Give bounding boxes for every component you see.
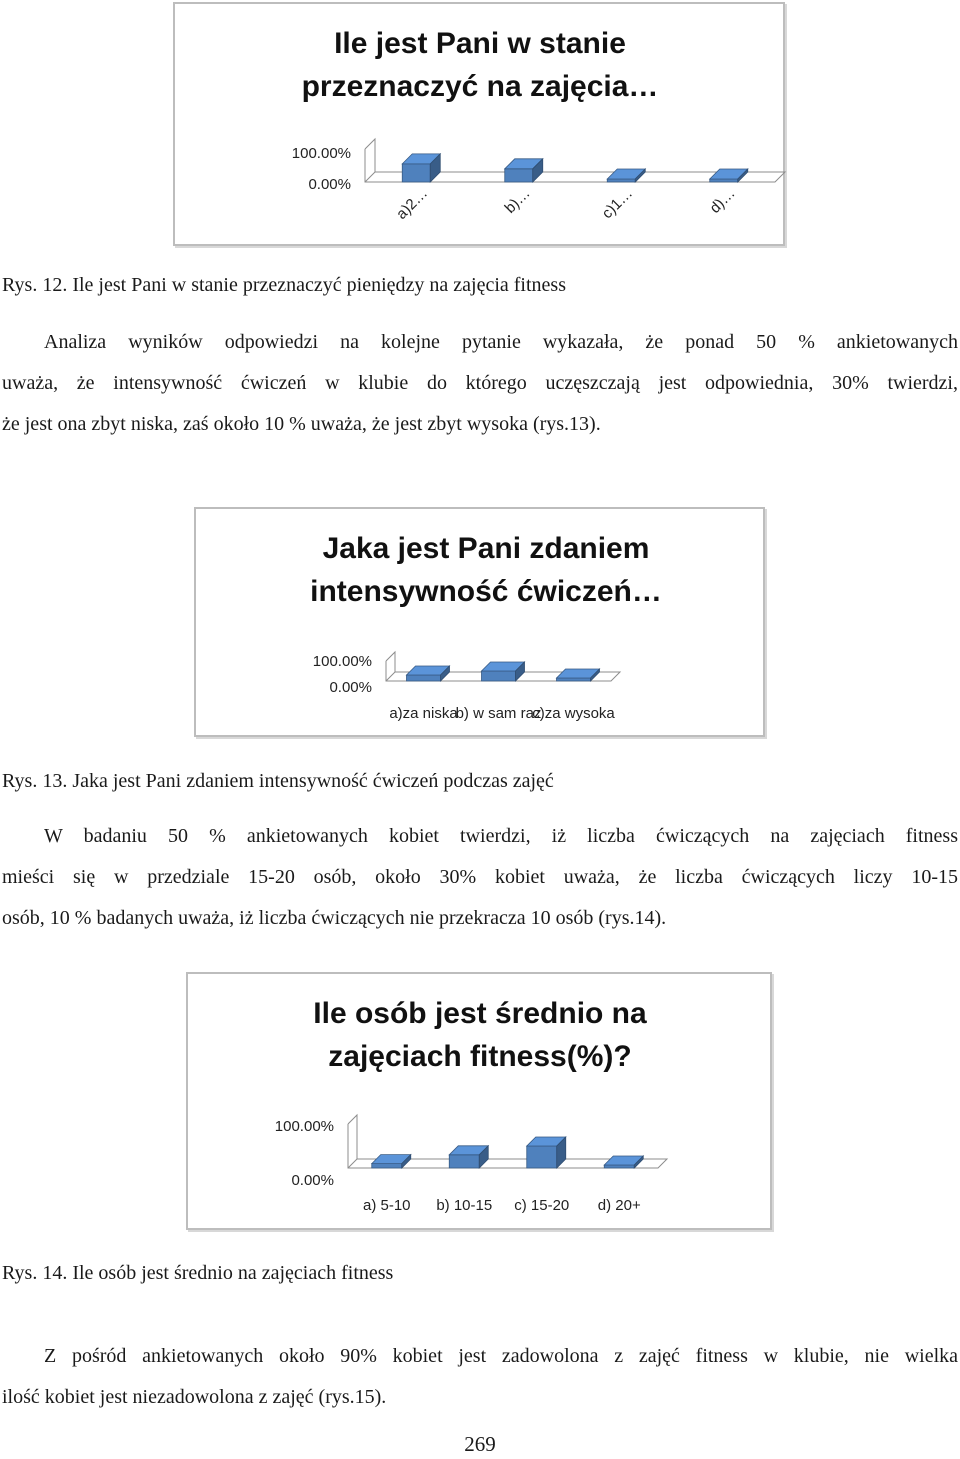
bar-front	[607, 179, 635, 182]
bar	[710, 169, 748, 182]
category-label: a)2…	[393, 184, 432, 223]
figure-caption-12: Rys. 12. Ile jest Pani w stanie przeznaczyć pieniędzy na zajęcia fitness	[2, 274, 566, 296]
paragraph-line: W badaniu 50 % ankietowanych kobiet twierdzi, iż liczba ćwiczących na zajęciach fitness	[44, 825, 958, 847]
bar	[527, 1137, 566, 1168]
bar-front	[505, 169, 533, 182]
paragraph-line: uważa, że intensywność ćwiczeń w klubie do którego uczęszczają jest odpowiednia, 30% twierdzi,	[2, 372, 958, 394]
axis-frame-edge	[386, 672, 395, 681]
category-label: c) 15-20	[514, 1197, 570, 1214]
bar-front	[372, 1164, 402, 1168]
category-label: a) 5-10	[362, 1197, 411, 1214]
chart-budget	[173, 2, 785, 246]
bar	[557, 669, 600, 681]
bar-front	[527, 1146, 557, 1168]
chart-title-line-2: zajęciach fitness(%)?	[328, 1040, 632, 1073]
figure-caption-13: Rys. 13. Jaka jest Pani zdaniem intensywność ćwiczeń podczas zajęć	[2, 770, 554, 792]
bar-front	[449, 1155, 479, 1168]
category-label: b)…	[501, 184, 534, 217]
axis-frame-edge	[365, 172, 375, 182]
chart-title-line-2: przeznaczyć na zajęcia…	[301, 70, 659, 103]
bar	[402, 154, 440, 182]
chart-title-line-2: intensywność ćwiczeń…	[310, 575, 662, 608]
bar	[482, 662, 525, 681]
paragraph-line: Z pośród ankietowanych około 90% kobiet jest zadowolona z zajęć fitness w klubie, nie wielka	[44, 1345, 958, 1367]
paragraph-line: że jest ona zbyt niska, zaś około 10 % uważa, że jest zbyt wysoka (rys.13).	[2, 413, 601, 435]
category-label: c)za wysoka	[532, 705, 615, 722]
chart-title-line-1: Jaka jest Pani zdaniem	[322, 532, 650, 565]
chart-budget-svg	[175, 4, 787, 248]
y-tick-min: 0.00%	[329, 679, 372, 696]
bar	[607, 169, 645, 182]
paragraph-line: mieści się w przedziale 15-20 osób, około 30% kobiet uważa, że liczba ćwiczących liczy 10-15	[2, 866, 958, 888]
paragraph-intensity	[2, 322, 958, 445]
y-tick-max: 100.00%	[312, 653, 372, 670]
figure-caption-14: Rys. 14. Ile osób jest średnio na zajęciach fitness	[2, 1262, 394, 1284]
y-tick-min: 0.00%	[291, 1172, 334, 1189]
chart-group-size	[186, 972, 772, 1230]
axis-frame-edge	[348, 1159, 357, 1168]
chart-intensity-svg	[196, 509, 767, 739]
paragraph-satisfaction	[2, 1336, 958, 1418]
bar	[449, 1146, 488, 1168]
bar-front	[402, 164, 430, 182]
page-number: 269	[464, 1432, 496, 1456]
bar	[505, 159, 543, 182]
bar	[372, 1155, 411, 1168]
paragraph-line: Analiza wyników odpowiedzi na kolejne pytanie wykazała, że ponad 50 % ankietowanych	[44, 331, 958, 353]
y-tick-min: 0.00%	[308, 176, 351, 193]
paragraph-line: osób, 10 % badanych uważa, iż liczba ćwiczących nie przekracza 10 osób (rys.14).	[2, 907, 667, 929]
chart-title-line-1: Ile jest Pani w stanie	[334, 27, 626, 60]
bar-front	[482, 671, 516, 681]
chart-title-line-1: Ile osób jest średnio na	[313, 997, 647, 1030]
paragraph-line: ilość kobiet jest niezadowolona z zajęć (rys.15).	[2, 1386, 387, 1408]
category-label: d)…	[706, 184, 739, 217]
chart-intensity	[194, 507, 765, 737]
bar-front	[710, 179, 738, 182]
category-label: c)1…	[598, 184, 637, 223]
chart-group-size-svg	[188, 974, 774, 1232]
bar-front	[604, 1165, 634, 1168]
category-label: a)za niska	[389, 705, 458, 722]
category-label: b) w sam raz	[455, 705, 542, 722]
paragraph-group-size	[2, 816, 958, 939]
y-tick-max: 100.00%	[274, 1118, 334, 1135]
bar	[407, 666, 450, 681]
bar-front	[557, 678, 591, 681]
y-tick-max: 100.00%	[291, 145, 351, 162]
category-label: b) 10-15	[436, 1197, 493, 1214]
category-label: d) 20+	[597, 1197, 641, 1214]
bar	[604, 1156, 643, 1168]
bar-front	[407, 675, 441, 681]
